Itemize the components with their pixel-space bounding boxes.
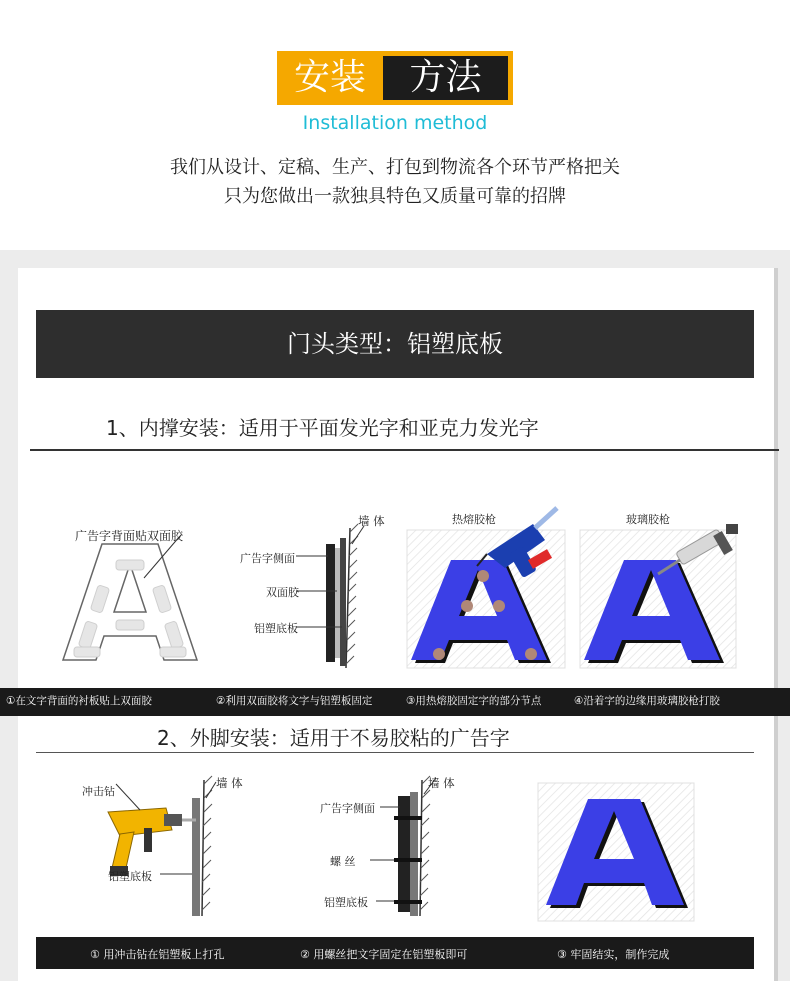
card-shadow [774,268,778,981]
drill-label: 冲击钻 [82,785,115,798]
wall-label-3: 墙 体 [428,776,455,790]
type-bar: 门头类型：铝塑底板 [36,310,754,378]
title-left: 安装 [293,57,366,98]
caption-2-2: ② 用螺丝把文字固定在铝塑板即可 [300,948,468,961]
screw-label: 螺 丝 [330,855,356,868]
letter-outline-diagram [60,540,200,665]
section-2-title: 2、外脚安装：适用于不易胶粘的广告字 [157,726,510,750]
side-label-1: 广告字侧面 [240,552,295,565]
board-label-2: 铝塑底板 [108,870,152,883]
board-label-1: 铝塑底板 [254,622,298,635]
hot-glue-diagram [407,530,565,668]
tape-back-label: 广告字背面贴双面胶 [75,529,184,543]
finished-letter-diagram [538,783,694,921]
caption-1-2: ②利用双面胶将文字与铝塑板固定 [216,695,373,707]
wall-label-2: 墙 体 [216,776,243,790]
description-line-1: 我们从设计、定稿、生产、打包到物流各个环节严格把关 [170,157,620,178]
section-1-title: 1、内撑安装：适用于平面发光字和亚克力发光字 [106,416,539,440]
caption-2-1: ① 用冲击钻在铝塑板上打孔 [90,948,225,961]
caption-1-4: ④沿着字的边缘用玻璃胶枪打胶 [574,695,720,707]
glass-glue-diagram [580,530,736,668]
section-2-divider [36,752,754,753]
section-1-divider [30,449,779,451]
board-label-3: 铝塑底板 [324,896,368,909]
caption-1-1: ①在文字背面的衬板贴上双面胶 [6,695,152,707]
side-view-diagram-1 [236,510,406,680]
side-label-2: 广告字侧面 [320,802,375,815]
caption-1-3: ③用热熔胶固定字的部分节点 [406,695,542,707]
tape-label: 双面胶 [266,586,299,599]
title-right: 方法 [383,56,508,100]
wall-label-1: 墙 体 [358,514,385,528]
hot-glue-label: 热熔胶枪 [452,513,496,526]
subtitle: Installation method [302,112,488,134]
glass-glue-label: 玻璃胶枪 [626,513,670,526]
caption-2-3: ③ 牢固结实，制作完成 [557,948,670,961]
description-line-2: 只为您做出一款独具特色又质量可靠的招牌 [224,186,566,207]
drill-icon [108,808,196,876]
